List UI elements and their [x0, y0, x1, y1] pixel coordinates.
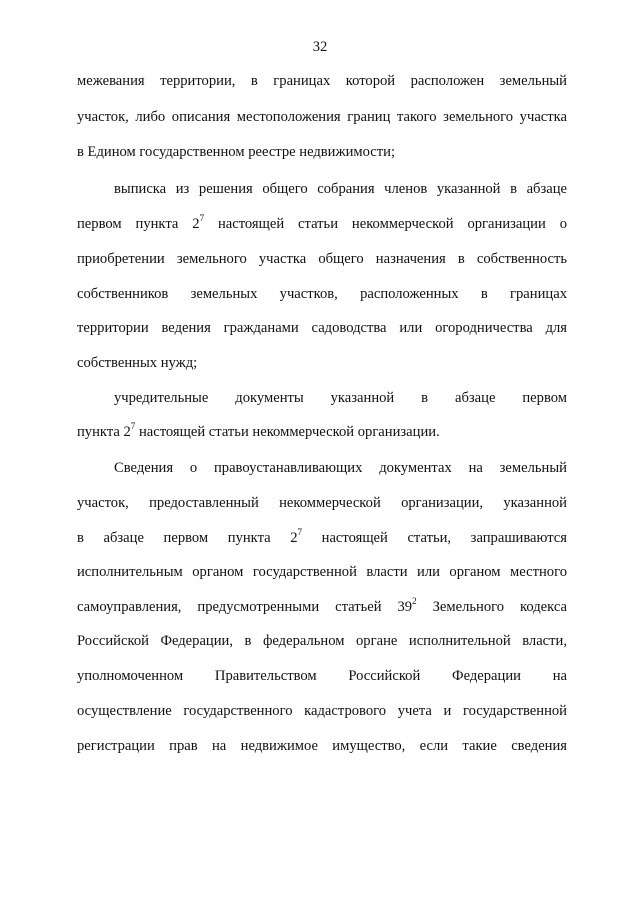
text-line: [77, 529, 567, 547]
line-segment: в абзаце первом пункта 2: [77, 530, 298, 546]
text-line: Сведения о правоустанавливающих документах на земельный: [114, 460, 567, 476]
text-line: [77, 215, 567, 233]
text-line: собственников земельных участков, расположенных в границах: [77, 286, 567, 302]
superscript: 2: [412, 596, 417, 607]
text-line: выписка из решения общего собрания членов указанной в абзаце: [114, 181, 567, 197]
text-line: [77, 598, 567, 616]
text-line: участок, предоставленный некоммерческой организации, указанной: [77, 495, 567, 511]
text-line: в Едином государственном реестре недвижимости;: [77, 144, 396, 160]
text-line: собственных нужд;: [77, 355, 198, 371]
text-line: территории ведения гражданами садоводства или огородничества для: [77, 320, 567, 336]
superscript: 7: [130, 421, 136, 432]
line-segment: самоуправления, предусмотренными статьей 39: [77, 599, 413, 615]
superscript: 7: [297, 527, 303, 538]
text-line: участок, либо описания местоположения границ такого земельного участка: [77, 109, 567, 125]
line-segment: первом пункта 2: [77, 216, 200, 232]
line-segment: пункта 2: [77, 424, 131, 440]
text-line: [77, 423, 567, 441]
text-line: осуществление государственного кадастрового учета и государственной: [77, 703, 567, 719]
text-line: исполнительным органом государственной власти или органом местного: [77, 564, 567, 580]
text-line: уполномоченном Правительством Российской Федерации на: [77, 668, 567, 684]
superscript: 7: [199, 213, 205, 224]
line-segment: настоящей статьи некоммерческой организации.: [135, 424, 440, 440]
text-line: Российской Федерации, в федеральном органе исполнительной власти,: [77, 633, 567, 649]
line-segment: настоящей статьи некоммерческой организации о: [204, 216, 567, 232]
line-segment: настоящей статьи, запрашиваются: [302, 530, 567, 546]
text-line: учредительные документы указанной в абзаце первом: [114, 390, 567, 406]
text-line: регистрации прав на недвижимое имущество, если такие сведения: [77, 738, 567, 754]
text-line: межевания территории, в границах которой расположен земельный: [77, 73, 567, 89]
line-segment: Земельного кодекса: [416, 599, 567, 615]
page-number: 32: [312, 39, 328, 55]
text-line: приобретении земельного участка общего назначения в собственность: [77, 251, 567, 267]
